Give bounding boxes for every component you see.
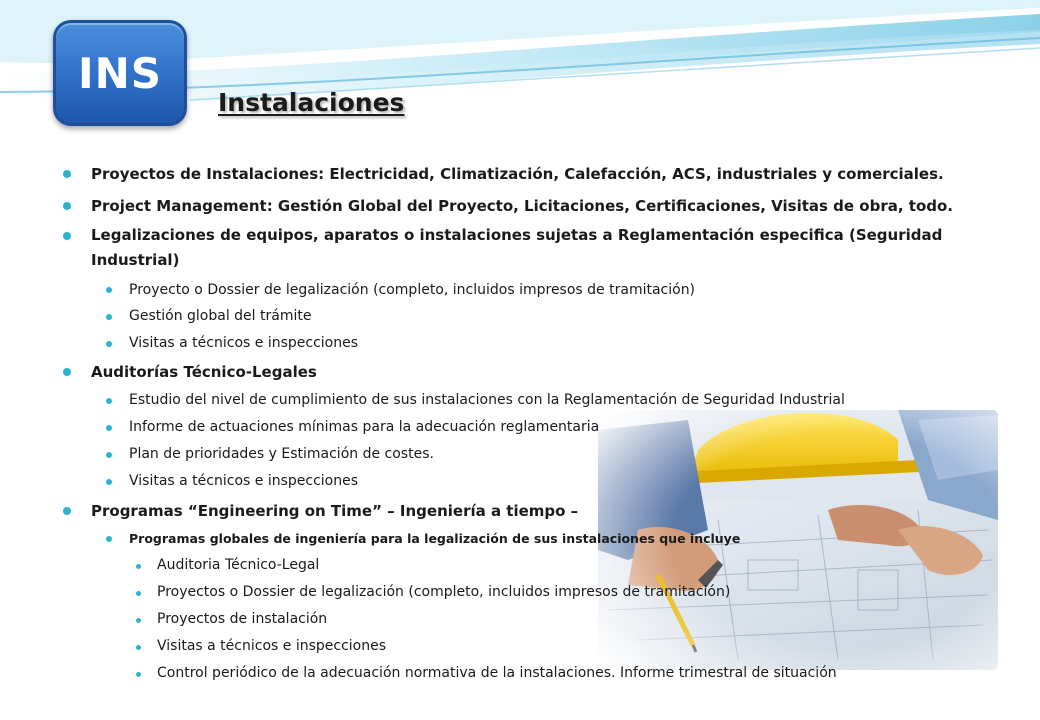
logo-text: INS [77,48,163,98]
list-item-project-management: Project Management: Gestión Global del Proyecto, Licitaciones, Certificaciones, Visitas de obra, todo. [91,197,954,215]
bullet-icon [63,232,71,240]
bullet-icon [136,564,141,569]
list-subitem: Estudio del nivel de cumplimiento de sus instalaciones con la Reglamentación de Seguridad Industrial [129,392,845,408]
bullet-icon [106,536,112,542]
list-subitem: Gestión global del trámite [129,308,312,324]
list-subsubitem: Control periódico de la adecuación normativa de la instalaciones. Informe trimestral de situación [157,665,837,681]
list-item-legalizations-continued: Industrial) [91,251,180,269]
list-subsubitem: Proyectos de instalación [157,611,328,627]
bullet-icon [63,170,71,178]
bullet-icon [136,618,141,623]
list-item-audits: Auditorías Técnico-Legales [91,363,317,381]
bullet-icon [106,314,112,320]
list-subsubitem: Visitas a técnicos e inspecciones [157,638,387,654]
list-subitem: Visitas a técnicos e inspecciones [129,335,359,351]
list-item-installations-projects: Proyectos de Instalaciones: Electricidad, Climatización, Calefacción, ACS, industriales y comerciales. [91,165,944,183]
bullet-icon [106,287,112,293]
list-subsubitem: Auditoria Técnico-Legal [157,557,320,573]
bullet-icon [63,202,71,210]
bullet-icon [106,341,112,347]
list-subitem: Visitas a técnicos e inspecciones [129,473,359,489]
bullet-icon [106,425,112,431]
list-subitem: Informe de actuaciones mínimas para la adecuación reglamentaria [129,419,600,435]
page-title: Instalaciones [218,88,405,117]
list-subitem: Proyecto o Dossier de legalización (completo, incluidos impresos de tramitación) [129,282,696,298]
list-subheading: Programas globales de ingeniería para la legalización de sus instalaciones que incluye [129,531,741,546]
bullet-icon [106,452,112,458]
list-subsubitem: Proyectos o Dossier de legalización (completo, incluidos impresos de tramitación) [157,584,731,600]
list-item-engineering-on-time: Programas “Engineering on Time” – Ingeniería a tiempo – [91,502,579,520]
bullet-icon [63,368,71,376]
bullet-icon [63,507,71,515]
bullet-icon [136,591,141,596]
bullet-icon [136,672,141,677]
bullet-icon [136,645,141,650]
list-item-legalizations: Legalizaciones de equipos, aparatos o instalaciones sujetas a Reglamentación especifica (Seguridad [91,226,943,244]
bullet-icon [106,479,112,485]
bullet-icon [106,398,112,404]
list-subitem: Plan de prioridades y Estimación de costes. [129,446,434,462]
